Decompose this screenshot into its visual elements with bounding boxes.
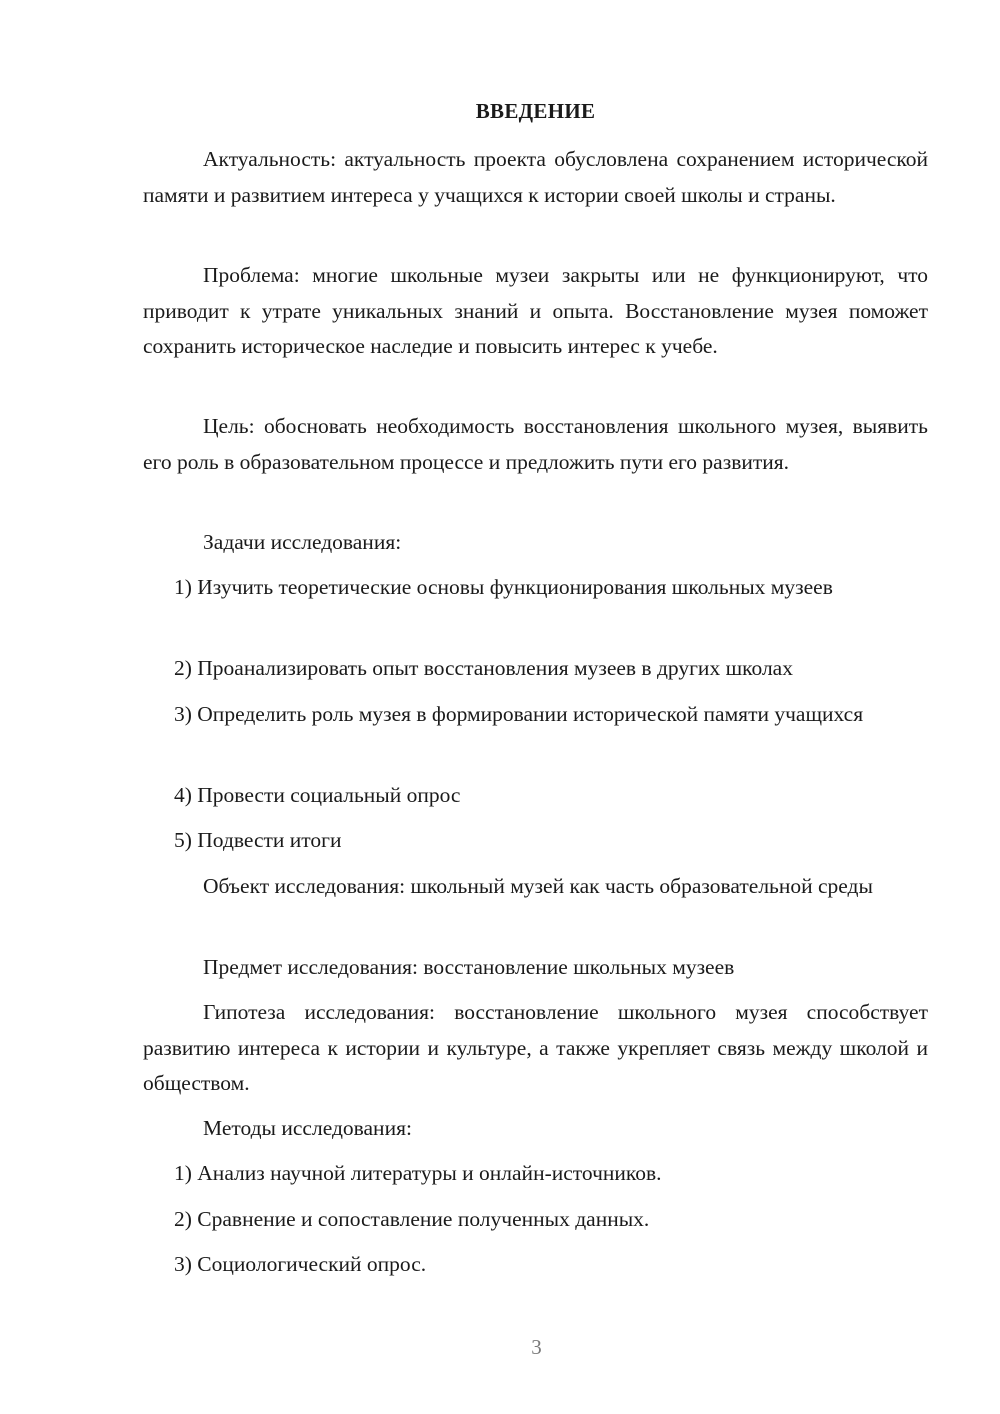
list-item-task-3: 3) Определить роль музея в формировании исторической памяти учащихся [174,702,864,726]
paragraph-subject: Предмет исследования: восстановление школьных музеев [203,955,735,979]
list-item-task-2: 2) Проанализировать опыт восстановления музеев в других школах [174,656,793,680]
list-item-method-3: 3) Социологический опрос. [174,1252,427,1276]
paragraph-object: Объект исследования: школьный музей как часть образовательной среды [203,874,873,898]
list-item-task-1: 1) Изучить теоретические основы функционирования школьных музеев [174,575,833,599]
paragraph-tasks-heading: Задачи исследования: [203,530,402,554]
document-page [143,0,928,1414]
paragraph-hypothesis: Гипотеза исследования: восстановление школьного музея способствует развитию интереса к истории и культуре, а также укрепляет связь между школой и обществом. [143,1000,928,1095]
list-item-task-4: 4) Провести социальный опрос [174,783,461,807]
page-number-label: 3 [531,1335,542,1359]
paragraph-methods-heading: Методы исследования: [203,1116,412,1140]
page-number [143,1333,928,1361]
paragraph-goal: Цель: обосновать необходимость восстановления школьного музея, выявить его роль в образовательном процессе и предложить пути его развития. [143,414,928,474]
paragraph-relevance: Актуальность: актуальность проекта обусловлена сохранением исторической памяти и развитием интереса у учащихся к истории своей школы и страны. [143,147,928,207]
list-item-task-5: 5) Подвести итоги [174,828,342,852]
list-item-method-1: 1) Анализ научной литературы и онлайн-источников. [174,1161,662,1185]
document-title: ВВЕДЕНИЕ [475,99,596,123]
paragraph-problem: Проблема: многие школьные музеи закрыты или не функционируют, что приводит к утрате уникальных знаний и опыта. Восстановление музея поможет сохранить историческое наследие и повысить интерес к учебе. [143,263,928,358]
list-item-method-2: 2) Сравнение и сопоставление полученных данных. [174,1207,650,1231]
